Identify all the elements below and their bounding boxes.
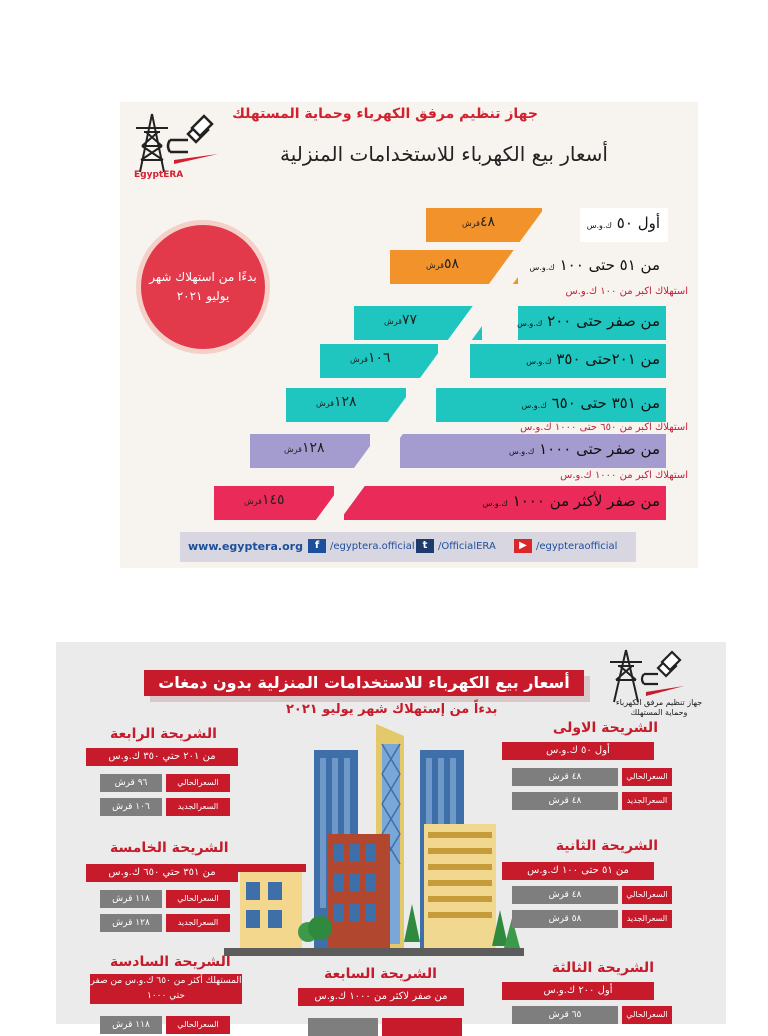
tier-4-current-label: السعرالحالي [166, 774, 230, 792]
tier-7-value [308, 1018, 378, 1036]
tier-3-range: أول ٢٠٠ ك.و.س [502, 982, 654, 1000]
youtube-link[interactable]: ▶ /egypteraofficial [514, 539, 617, 553]
start-date-badge: بدءًا من استهلاك شهر يوليو ٢٠٢١ [136, 220, 270, 354]
tier-5-range: من ٣٥١ حتي ٦٥٠ ك.و.س [86, 864, 238, 882]
price-infographic-bottom [56, 642, 726, 1030]
buildings-illustration [224, 714, 524, 958]
note-over-1000: استهلاك اكبر من ١٠٠٠ ك.و.س [560, 470, 688, 481]
tier-2-new-label: السعرالجديد [622, 910, 672, 928]
tier-2-current-label: السعرالحالي [622, 886, 672, 904]
tier-6-current-label: السعرالحالي [166, 1016, 230, 1034]
diagonal-slash-decoration [310, 202, 570, 532]
price-infographic-top [120, 102, 698, 568]
logo-wordmark: EgyptERA [134, 170, 184, 180]
tier-1-new-value: ٤٨ قرش [512, 792, 618, 810]
tier-5-new-value: ١٢٨ قرش [100, 914, 162, 932]
tier-1-current-value: ٤٨ قرش [512, 768, 618, 786]
tier-4-current-value: ٩٦ قرش [100, 774, 162, 792]
tier-6-title: الشريحة السادسة [110, 954, 231, 970]
tier-7-title: الشريحة السابعة [324, 966, 437, 982]
tier-bar-6: ١٢٨قرش من صفر حتى ١٠٠٠ ك.و.س [250, 434, 666, 468]
tier-1-range: أول ٥٠ ك.و.س [502, 742, 654, 760]
subtitle-2: بدءاً من إستهلاك شهر يوليو ٢٠٢١ [286, 702, 498, 717]
tier-5-title: الشريحة الخامسة [110, 840, 229, 856]
tier-5-current-value: ١١٨ قرش [100, 890, 162, 908]
tier-5-current-label: السعرالحالي [166, 890, 230, 908]
tier-4-new-value: ١٠٦ قرش [100, 798, 162, 816]
facebook-icon: f [308, 539, 326, 553]
tier-bar-7: ١٤٥قرش من صفر لأكثر من ١٠٠٠ ك.و.س [214, 486, 666, 520]
tier-6-range: المستهلك أكثر من ٦٥٠ ك.و.س من صفر حتي ١٠٠٠ [90, 974, 242, 1004]
facebook-link[interactable]: f /egyptera.official [308, 539, 415, 553]
tier-1-current-label: السعرالحالي [622, 768, 672, 786]
tier-bar-1: ٤٨قرش أول ٥٠ ك.و.س [426, 208, 666, 242]
tier-4-new-label: السعرالجديد [166, 798, 230, 816]
tier-3-current-label: السعرالحالي [622, 1006, 672, 1024]
twitter-link[interactable]: t /OfficialERA [416, 539, 496, 553]
tier-2-new-value: ٥٨ قرش [512, 910, 618, 928]
tier-bar-4: ١٠٦قرش من ٢٠١حتى ٣٥٠ ك.و.س [320, 344, 666, 378]
tier-2-title: الشريحة الثانية [555, 838, 658, 854]
tier-bar-3: ٧٧قرش من صفر حتى ٢٠٠ ك.و.س [354, 306, 666, 340]
social-footer [180, 532, 636, 562]
tier-2-range: من ٥١ حتى ١٠٠ ك.و.س [502, 862, 654, 880]
twitter-icon: t [416, 539, 434, 553]
tier-1-new-label: السعرالجديد [622, 792, 672, 810]
page-title-2: أسعار بيع الكهرباء للاستخدامات المنزلية بدون دمغات [144, 670, 584, 696]
page-title: أسعار بيع الكهرباء للاستخدامات المنزلية [280, 142, 608, 166]
tier-4-title: الشريحة الرابعة [110, 726, 217, 742]
youtube-icon: ▶ [514, 539, 532, 553]
website-link[interactable]: www.egyptera.org [188, 540, 303, 553]
tier-3-current-value: ٦٥ قرش [512, 1006, 618, 1024]
logo-org-text: جهاز تنظيم مرفق الكهرباء وحماية المستهلك [615, 698, 703, 718]
tier-bar-2: ٥٨قرش من ٥١ حتى ١٠٠ ك.و.س [390, 250, 666, 284]
note-650-1000: استهلاك اكبر من ٦٥٠ حتى ١٠٠٠ ك.و.س [520, 422, 688, 433]
tier-1-title: الشريحة الاولى [552, 720, 658, 736]
tier-bar-5: ١٢٨قرش من ٣٥١ حتى ٦٥٠ ك.و.س [286, 388, 666, 422]
tier-6-current-value: ١١٨ قرش [100, 1016, 162, 1034]
tier-5-new-label: السعرالجديد [166, 914, 230, 932]
tier-3-title: الشريحة الثالثة [551, 960, 654, 976]
note-over-100: استهلاك اكبر من ١٠٠ ك.و.س [565, 286, 688, 297]
tier-7-label [382, 1018, 462, 1036]
tier-4-range: من ٢٠١ حتي ٣٥٠ ك.و.س [86, 748, 238, 766]
tier-7-range: من صفر لاكثر من ١٠٠٠ ك.و.س [298, 988, 464, 1006]
tier-2-current-value: ٤٨ قرش [512, 886, 618, 904]
organization-name: جهاز تنظيم مرفق الكهرباء وحماية المستهلك [232, 106, 538, 122]
